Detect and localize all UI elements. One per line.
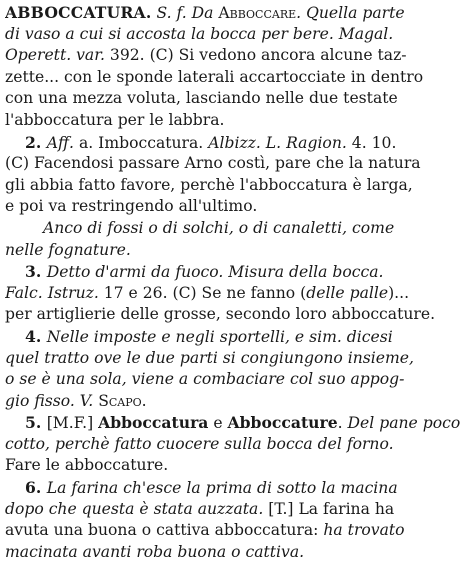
entry-text: Operett. var.: [5, 46, 105, 65]
entry-text: zette... con le sponde laterali accartocciate in dentro: [5, 67, 424, 86]
entry-line: [5, 412, 467, 434]
entry-text: Abboccare: [218, 4, 297, 22]
entry-text: quel tratto ove le due parti si congiungono insieme,: [5, 348, 414, 367]
entry-text: e poi va restringendo all'ultimo.: [5, 197, 258, 216]
entry-text: (C) Facendosi passare Arno costì, pare che la natura: [5, 154, 421, 173]
entry-text: macinata avanti roba buona o cattiva.: [5, 542, 305, 561]
entry-text: Albizz. L. Ragion.: [208, 133, 347, 152]
entry-text: gli abbia fatto favore, perchè l'abboccatura è larga,: [5, 175, 413, 194]
entry-line: [5, 175, 467, 197]
entry-text: 392. (C) Si vedono ancora alcune taz-: [104, 46, 407, 65]
entry-text: .: [337, 414, 348, 433]
entry-text: delle palle: [306, 283, 389, 302]
entry-line: [5, 348, 467, 370]
entry-text: 6.: [25, 478, 47, 498]
entry-text: [T.] La farina ha: [263, 499, 395, 518]
entry-line: [5, 434, 467, 456]
entry-line: [5, 499, 467, 521]
entry-text: 17 e 26. (C) Se ne fanno (: [98, 283, 307, 302]
entry-line: [5, 88, 467, 110]
entry-line: [5, 326, 467, 348]
entry-line: [5, 67, 467, 89]
entry-text: Nelle imposte e negli sportelli, e sim. dicesi: [46, 327, 393, 346]
entry-text: nelle fognature.: [5, 240, 131, 259]
entry-text: Scapo: [98, 391, 142, 410]
entry-text: Falc. Istruz.: [5, 283, 99, 302]
entry-text: Anco di fossi o di solchi, o di canaletti, come: [43, 218, 395, 237]
entry-line: [5, 261, 467, 283]
entry-line: [5, 455, 467, 477]
entry-text: o se è una sola, viene a combaciare col suo appog-: [5, 370, 405, 389]
entry-line: [5, 283, 467, 305]
dictionary-entry: [5, 2, 467, 563]
entry-text: gio fisso. V.: [5, 391, 99, 410]
entry-text: Aff.: [46, 133, 74, 152]
entry-text: .: [141, 391, 147, 410]
entry-text: Del pane poco: [347, 414, 461, 433]
entry-text: l'abboccatura per le labbra.: [5, 110, 225, 129]
entry-text: a. Imboccatura.: [74, 133, 209, 152]
entry-text: ABBOCCATURA.: [5, 3, 152, 22]
entry-text: La farina ch'esce la prima di sotto la macina: [46, 479, 398, 498]
entry-line: [5, 45, 467, 67]
entry-text: cotto, perchè fatto cuocere sulla bocca del forno.: [5, 434, 394, 453]
entry-text: con una mezza voluta, lasciando nelle due testate: [5, 89, 398, 108]
entry-text: 5.: [25, 413, 47, 433]
entry-line: [5, 542, 467, 563]
entry-text: 4. 10.: [346, 133, 397, 152]
entry-line: [5, 240, 467, 262]
entry-line: [5, 369, 467, 391]
entry-text: )...: [388, 283, 410, 302]
entry-text: 2.: [25, 132, 47, 152]
entry-text: Detto d'armi da fuoco. Misura della bocca.: [46, 263, 384, 282]
entry-line: [5, 2, 467, 24]
entry-text: dopo che questa è stata auzzata.: [5, 499, 264, 518]
entry-line: [5, 391, 467, 413]
entry-text: avuta una buona o cattiva abboccatura:: [5, 521, 324, 540]
entry-text: di vaso a cui si accosta la bocca per bere. Magal.: [5, 24, 394, 43]
entry-line: [5, 477, 467, 499]
entry-text: . Quella parte: [296, 4, 405, 22]
entry-text: per artiglierie delle grosse, secondo loro abboccature.: [5, 305, 436, 324]
entry-line: [5, 520, 467, 542]
entry-line: [5, 153, 467, 175]
entry-line: [5, 304, 467, 326]
entry-text: e: [208, 414, 228, 433]
entry-text: Fare le abboccature.: [5, 456, 169, 475]
entry-text: Abboccature: [227, 413, 338, 433]
entry-line: [5, 110, 467, 132]
entry-line: [5, 218, 467, 240]
entry-text: 3.: [25, 262, 47, 282]
entry-line: [5, 24, 467, 46]
entry-line: [5, 196, 467, 218]
entry-text: [M.F.]: [46, 414, 99, 433]
entry-text: 4.: [25, 326, 47, 346]
entry-text: S. f. Da: [156, 4, 219, 22]
entry-text: Abboccatura: [98, 413, 209, 433]
entry-text: ha trovato: [323, 521, 405, 540]
entry-line: [5, 132, 467, 154]
